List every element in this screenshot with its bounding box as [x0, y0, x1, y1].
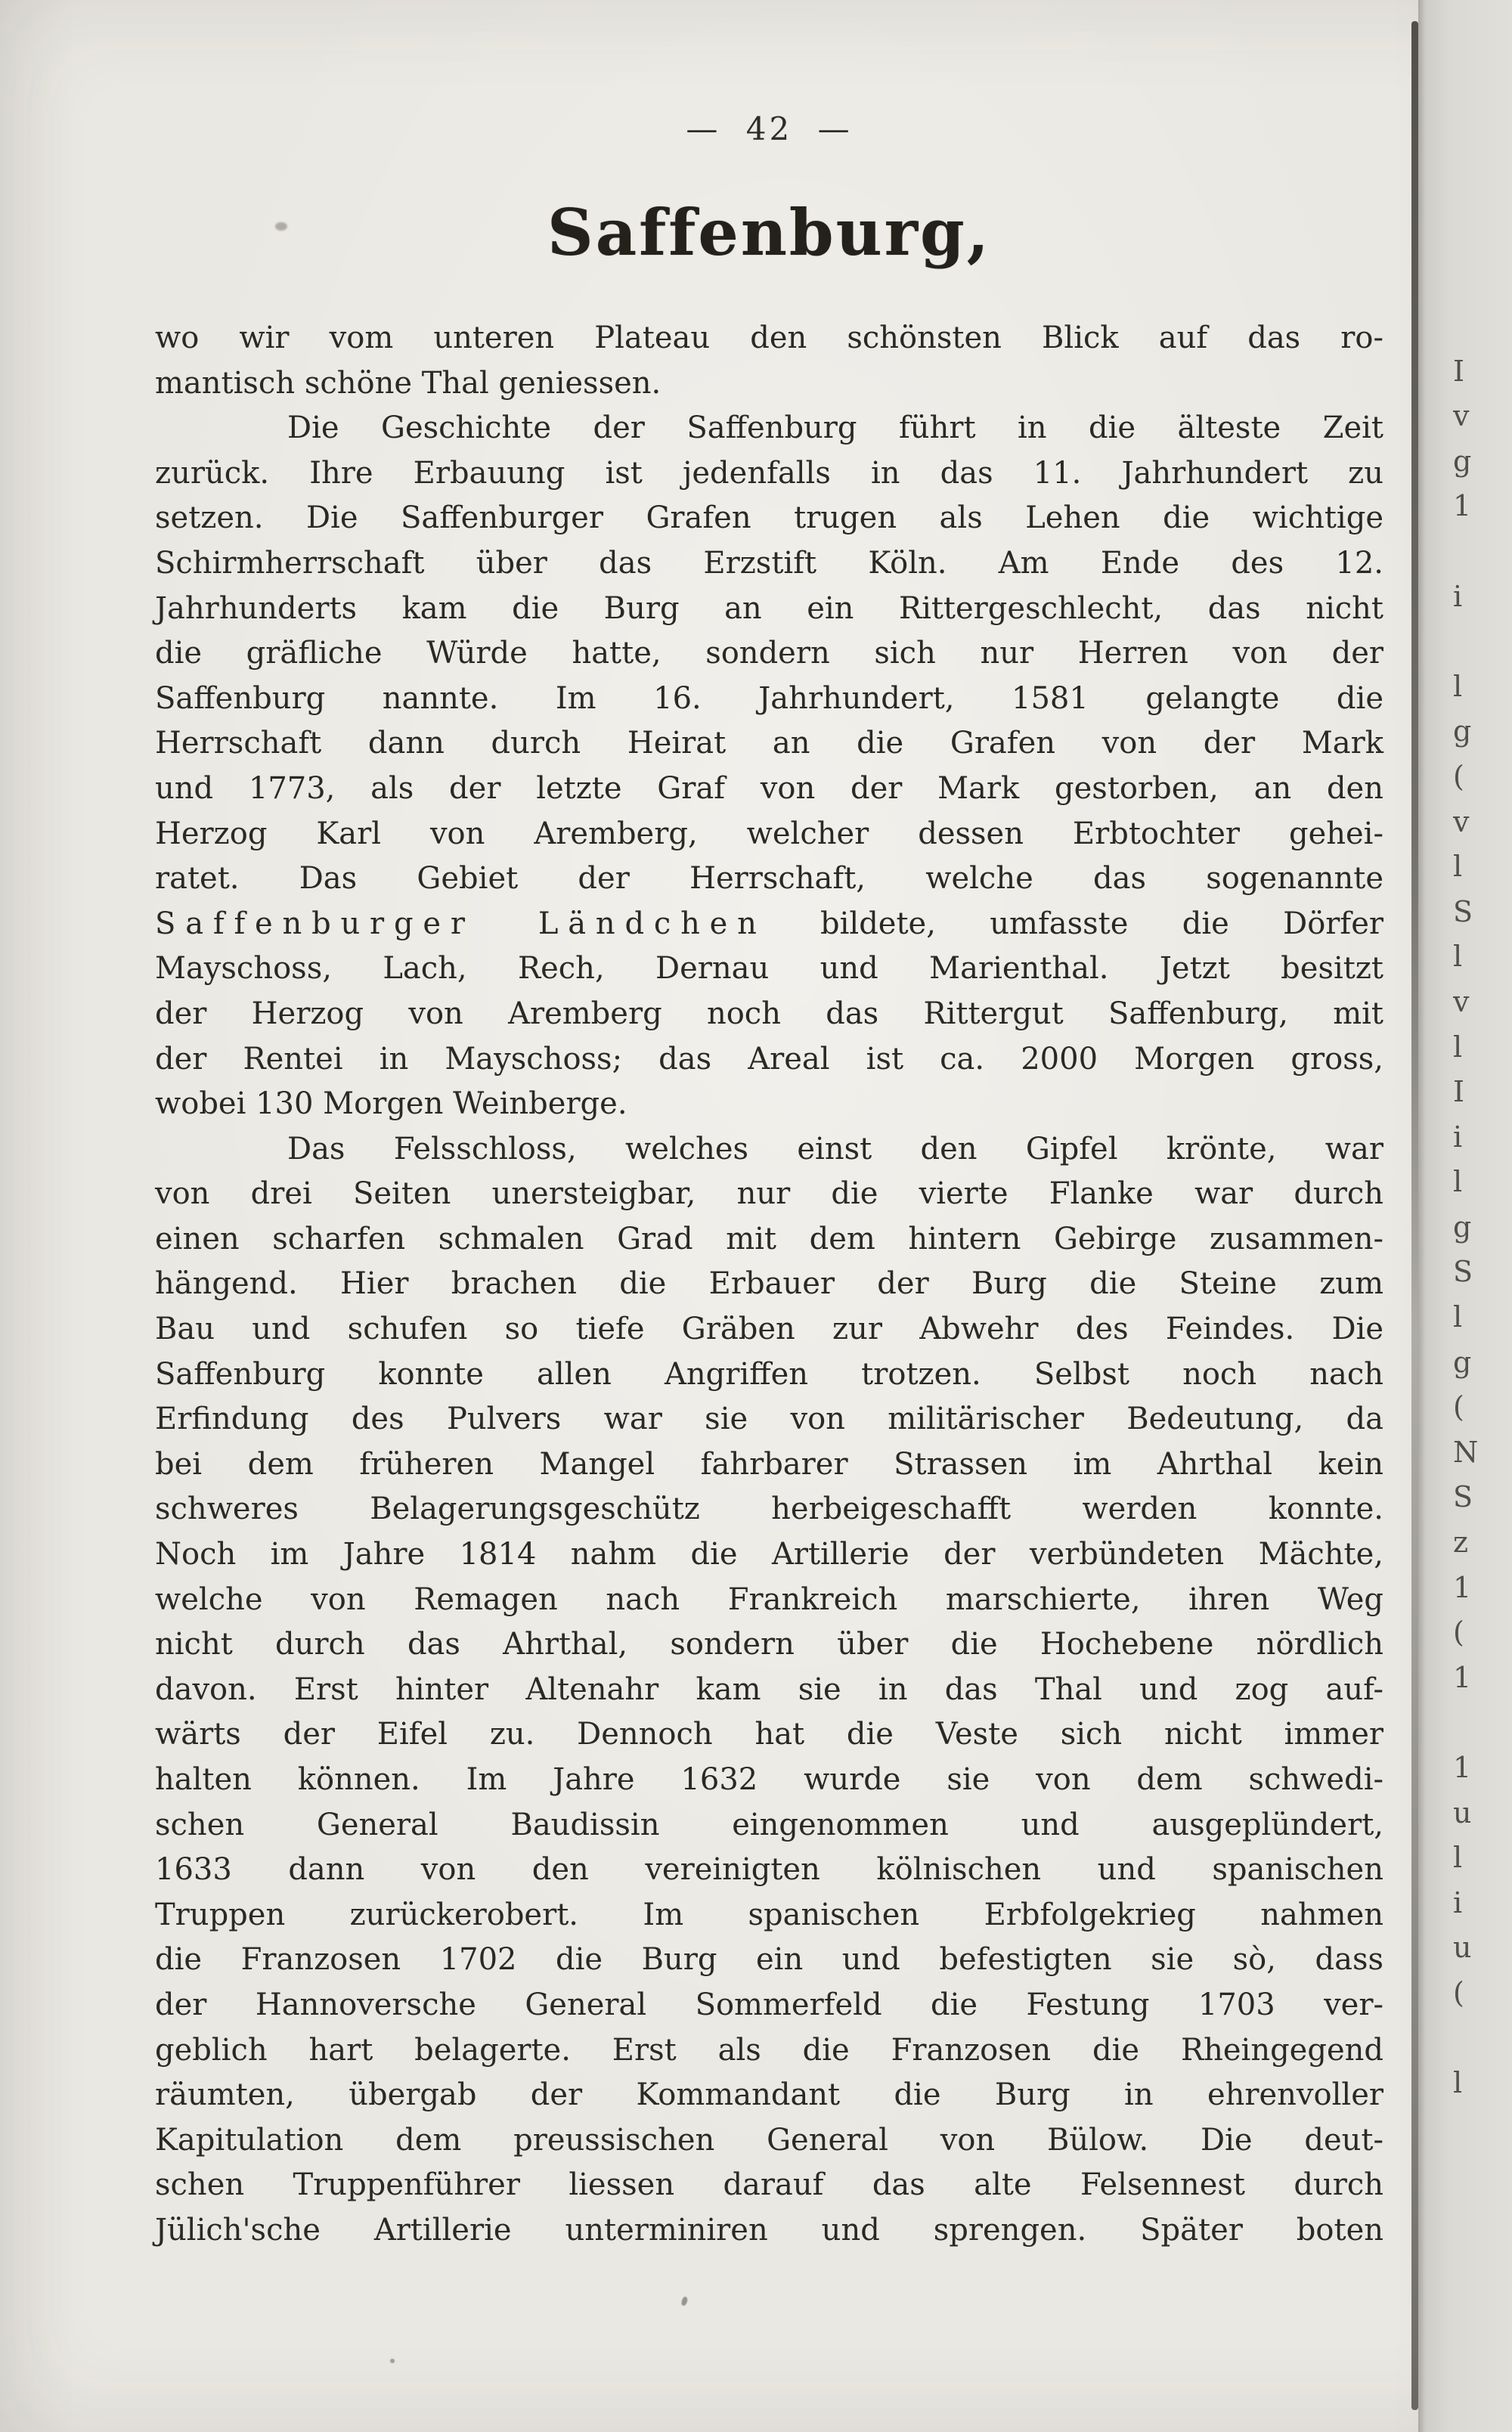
text-line: davon. Erst hinter Altenahr kam sie in das Thal und zog auf-	[155, 1671, 1383, 1707]
text-line: Saffenburg konnte allen Angriffen trotzen. Selbst noch nach	[155, 1356, 1383, 1392]
text-line: der Rentei in Mayschoss; das Areal ist ca. 2000 Morgen gross,	[155, 1041, 1383, 1077]
edge-text-fragment: l	[1453, 669, 1463, 703]
paragraph	[155, 1127, 1383, 2254]
text-line: mantisch schöne Thal geniessen.	[155, 365, 662, 401]
edge-text-fragment: 1	[1453, 1660, 1472, 1694]
edge-text-fragment: l	[1453, 850, 1463, 884]
text-line: Schirmherrschaft über das Erzstift Köln. Am Ende des 12.	[155, 545, 1383, 581]
paragraph	[155, 316, 1383, 406]
text-line: und 1773, als der letzte Graf von der Mark gestorben, an den	[155, 770, 1383, 806]
edge-text-fragment: I	[1453, 354, 1465, 388]
text-line: einen scharfen schmalen Grad mit dem hintern Gebirge zusammen-	[155, 1221, 1383, 1256]
edge-text-fragment	[1453, 529, 1506, 575]
ink-smudge	[275, 222, 287, 231]
edge-text-fragment: i	[1453, 579, 1463, 613]
text-line: wobei 130 Morgen Weinberge.	[155, 1086, 627, 1122]
text-line: Jahrhunderts kam die Burg an ein Rittergeschlecht, das nicht	[155, 590, 1383, 626]
edge-text-fragment: g	[1453, 714, 1472, 748]
text-line: Jülich'sche Artillerie unterminiren und sprengen. Später boten	[155, 2212, 1383, 2248]
edge-text-fragment: N	[1453, 1435, 1479, 1469]
edge-text-fragment: S	[1453, 894, 1473, 928]
text-line: von drei Seiten unersteigbar, nur die vierte Flanke war durch	[155, 1176, 1383, 1212]
text-line: die Franzosen 1702 die Burg ein und befestigten sie sò, dass	[155, 1942, 1383, 1978]
paragraph	[155, 406, 1383, 1127]
text-line: halten können. Im Jahre 1632 wurde sie von dem schwedi-	[155, 1762, 1383, 1797]
paper-speck	[681, 2296, 689, 2306]
text-line: ratet. Das Gebiet der Herrschaft, welche das sogenannte	[155, 861, 1383, 897]
text-line: die gräfliche Würde hatte, sondern sich nur Herren von der	[155, 636, 1383, 671]
text-line: Herrschaft dann durch Heirat an die Grafen von der Mark	[155, 726, 1383, 761]
text-line: Mayschoss, Lach, Rech, Dernau und Marienthal. Jetzt besitzt	[155, 951, 1383, 987]
edge-text-fragment: I	[1453, 1075, 1465, 1109]
page-gutter-shadow	[1411, 21, 1418, 2410]
edge-text-fragment: (	[1453, 1390, 1464, 1424]
text-line: geblich hart belagerte. Erst als die Franzosen die Rheingegend	[155, 2032, 1383, 2068]
text-line: schweres Belagerungsgeschütz herbeigeschafft werden konnte.	[155, 1492, 1383, 1527]
adjacent-page-text-fragments	[1453, 304, 1506, 2241]
edge-text-fragment	[1453, 304, 1506, 349]
text-line: 1633 dann von den vereinigten kölnischen und spanischen	[155, 1852, 1383, 1888]
edge-text-fragment: (	[1453, 1975, 1464, 2009]
edge-text-fragment: g	[1453, 1345, 1472, 1379]
edge-text-fragment: u	[1453, 1931, 1472, 1965]
edge-text-fragment: l	[1453, 940, 1463, 974]
text-line: Die Geschichte der Saffenburg führt in die älteste Zeit	[287, 410, 1383, 446]
edge-text-fragment: g	[1453, 444, 1472, 478]
text-line: welche von Remagen nach Frankreich marschierte, ihren Weg	[155, 1582, 1383, 1617]
text-line: räumten, übergab der Kommandant die Burg in ehrenvoller	[155, 2077, 1383, 2113]
edge-text-fragment: v	[1453, 804, 1470, 838]
text-line: Kapitulation dem preussischen General von Bülow. Die deut-	[155, 2122, 1383, 2158]
text-line: zurück. Ihre Erbauung ist jedenfalls in das 11. Jahrhundert zu	[155, 455, 1383, 491]
text-line: Truppen zurückerobert. Im spanischen Erbfolgekrieg nahmen	[155, 1897, 1383, 1932]
edge-text-fragment: S	[1453, 1480, 1473, 1514]
edge-text-fragment: v	[1453, 984, 1470, 1018]
page-title: Saffenburg,	[547, 195, 991, 270]
paper-speck	[390, 2359, 395, 2363]
text-line: schen Truppenführer liessen darauf das alte Felsennest durch	[155, 2167, 1383, 2203]
edge-text-fragment: l	[1453, 1165, 1463, 1199]
edge-text-fragment	[1453, 2151, 1506, 2196]
text-line: Erfindung des Pulvers war sie von militärischer Bedeutung, da	[155, 1402, 1383, 1437]
text-line: Saffenburg nannte. Im 16. Jahrhundert, 1581 gelangte die	[155, 680, 1383, 716]
edge-text-fragment	[1453, 1700, 1506, 1746]
edge-text-fragment: z	[1453, 1526, 1469, 1560]
edge-text-fragment	[1453, 2016, 1506, 2062]
edge-text-fragment: l	[1453, 2066, 1463, 2100]
text-line: Herzog Karl von Aremberg, welcher dessen Erbtochter gehei-	[155, 816, 1383, 851]
edge-text-fragment	[1453, 619, 1506, 665]
edge-text-fragment: l	[1453, 1841, 1463, 1875]
edge-text-fragment	[1453, 2196, 1506, 2241]
text-line: setzen. Die Saffenburger Grafen trugen als Lehen die wichtige	[155, 500, 1383, 536]
text-line: hängend. Hier brachen die Erbauer der Burg die Steine zum	[155, 1266, 1383, 1302]
edge-text-fragment: (	[1453, 759, 1464, 793]
text-line: Saffenburger Ländchen bildete, umfasste die Dörfer	[155, 906, 1383, 941]
text-line: schen General Baudissin eingenommen und ausgeplündert,	[155, 1807, 1383, 1842]
edge-text-fragment: (	[1453, 1616, 1464, 1650]
page-number: — 42 —	[686, 110, 853, 147]
edge-text-fragment	[1453, 2106, 1506, 2152]
text-line: Noch im Jahre 1814 nahm die Artillerie der verbündeten Mächte,	[155, 1537, 1383, 1572]
edge-text-fragment: 1	[1453, 489, 1472, 523]
edge-text-fragment: i	[1453, 1120, 1463, 1154]
text-line: wo wir vom unteren Plateau den schönsten Blick auf das ro-	[155, 321, 1383, 355]
edge-text-fragment: l	[1453, 1300, 1463, 1334]
text-line: bei dem früheren Mangel fahrbarer Strassen im Ahrthal kein	[155, 1446, 1383, 1482]
edge-text-fragment: u	[1453, 1795, 1472, 1829]
edge-text-fragment: l	[1453, 1030, 1463, 1064]
text-line: Das Felsschloss, welches einst den Gipfel krönte, war	[287, 1131, 1383, 1166]
edge-text-fragment: 1	[1453, 1570, 1472, 1604]
edge-text-fragment: 1	[1453, 1751, 1472, 1784]
text-line: wärts der Eifel zu. Dennoch hat die Veste sich nicht immer	[155, 1717, 1383, 1752]
text-line: Bau und schufen so tiefe Gräben zur Abwehr des Feindes. Die	[155, 1312, 1383, 1347]
text-line: der Hannoversche General Sommerfeld die Festung 1703 ver-	[155, 1987, 1383, 2022]
edge-text-fragment: S	[1453, 1255, 1473, 1289]
edge-text-fragment: v	[1453, 399, 1470, 433]
body-text	[155, 316, 1383, 2254]
text-line: der Herzog von Aremberg noch das Rittergut Saffenburg, mit	[155, 996, 1383, 1031]
edge-text-fragment: i	[1453, 1885, 1463, 1919]
text-line: nicht durch das Ahrthal, sondern über die Hochebene nördlich	[155, 1627, 1383, 1662]
edge-text-fragment: g	[1453, 1210, 1472, 1244]
